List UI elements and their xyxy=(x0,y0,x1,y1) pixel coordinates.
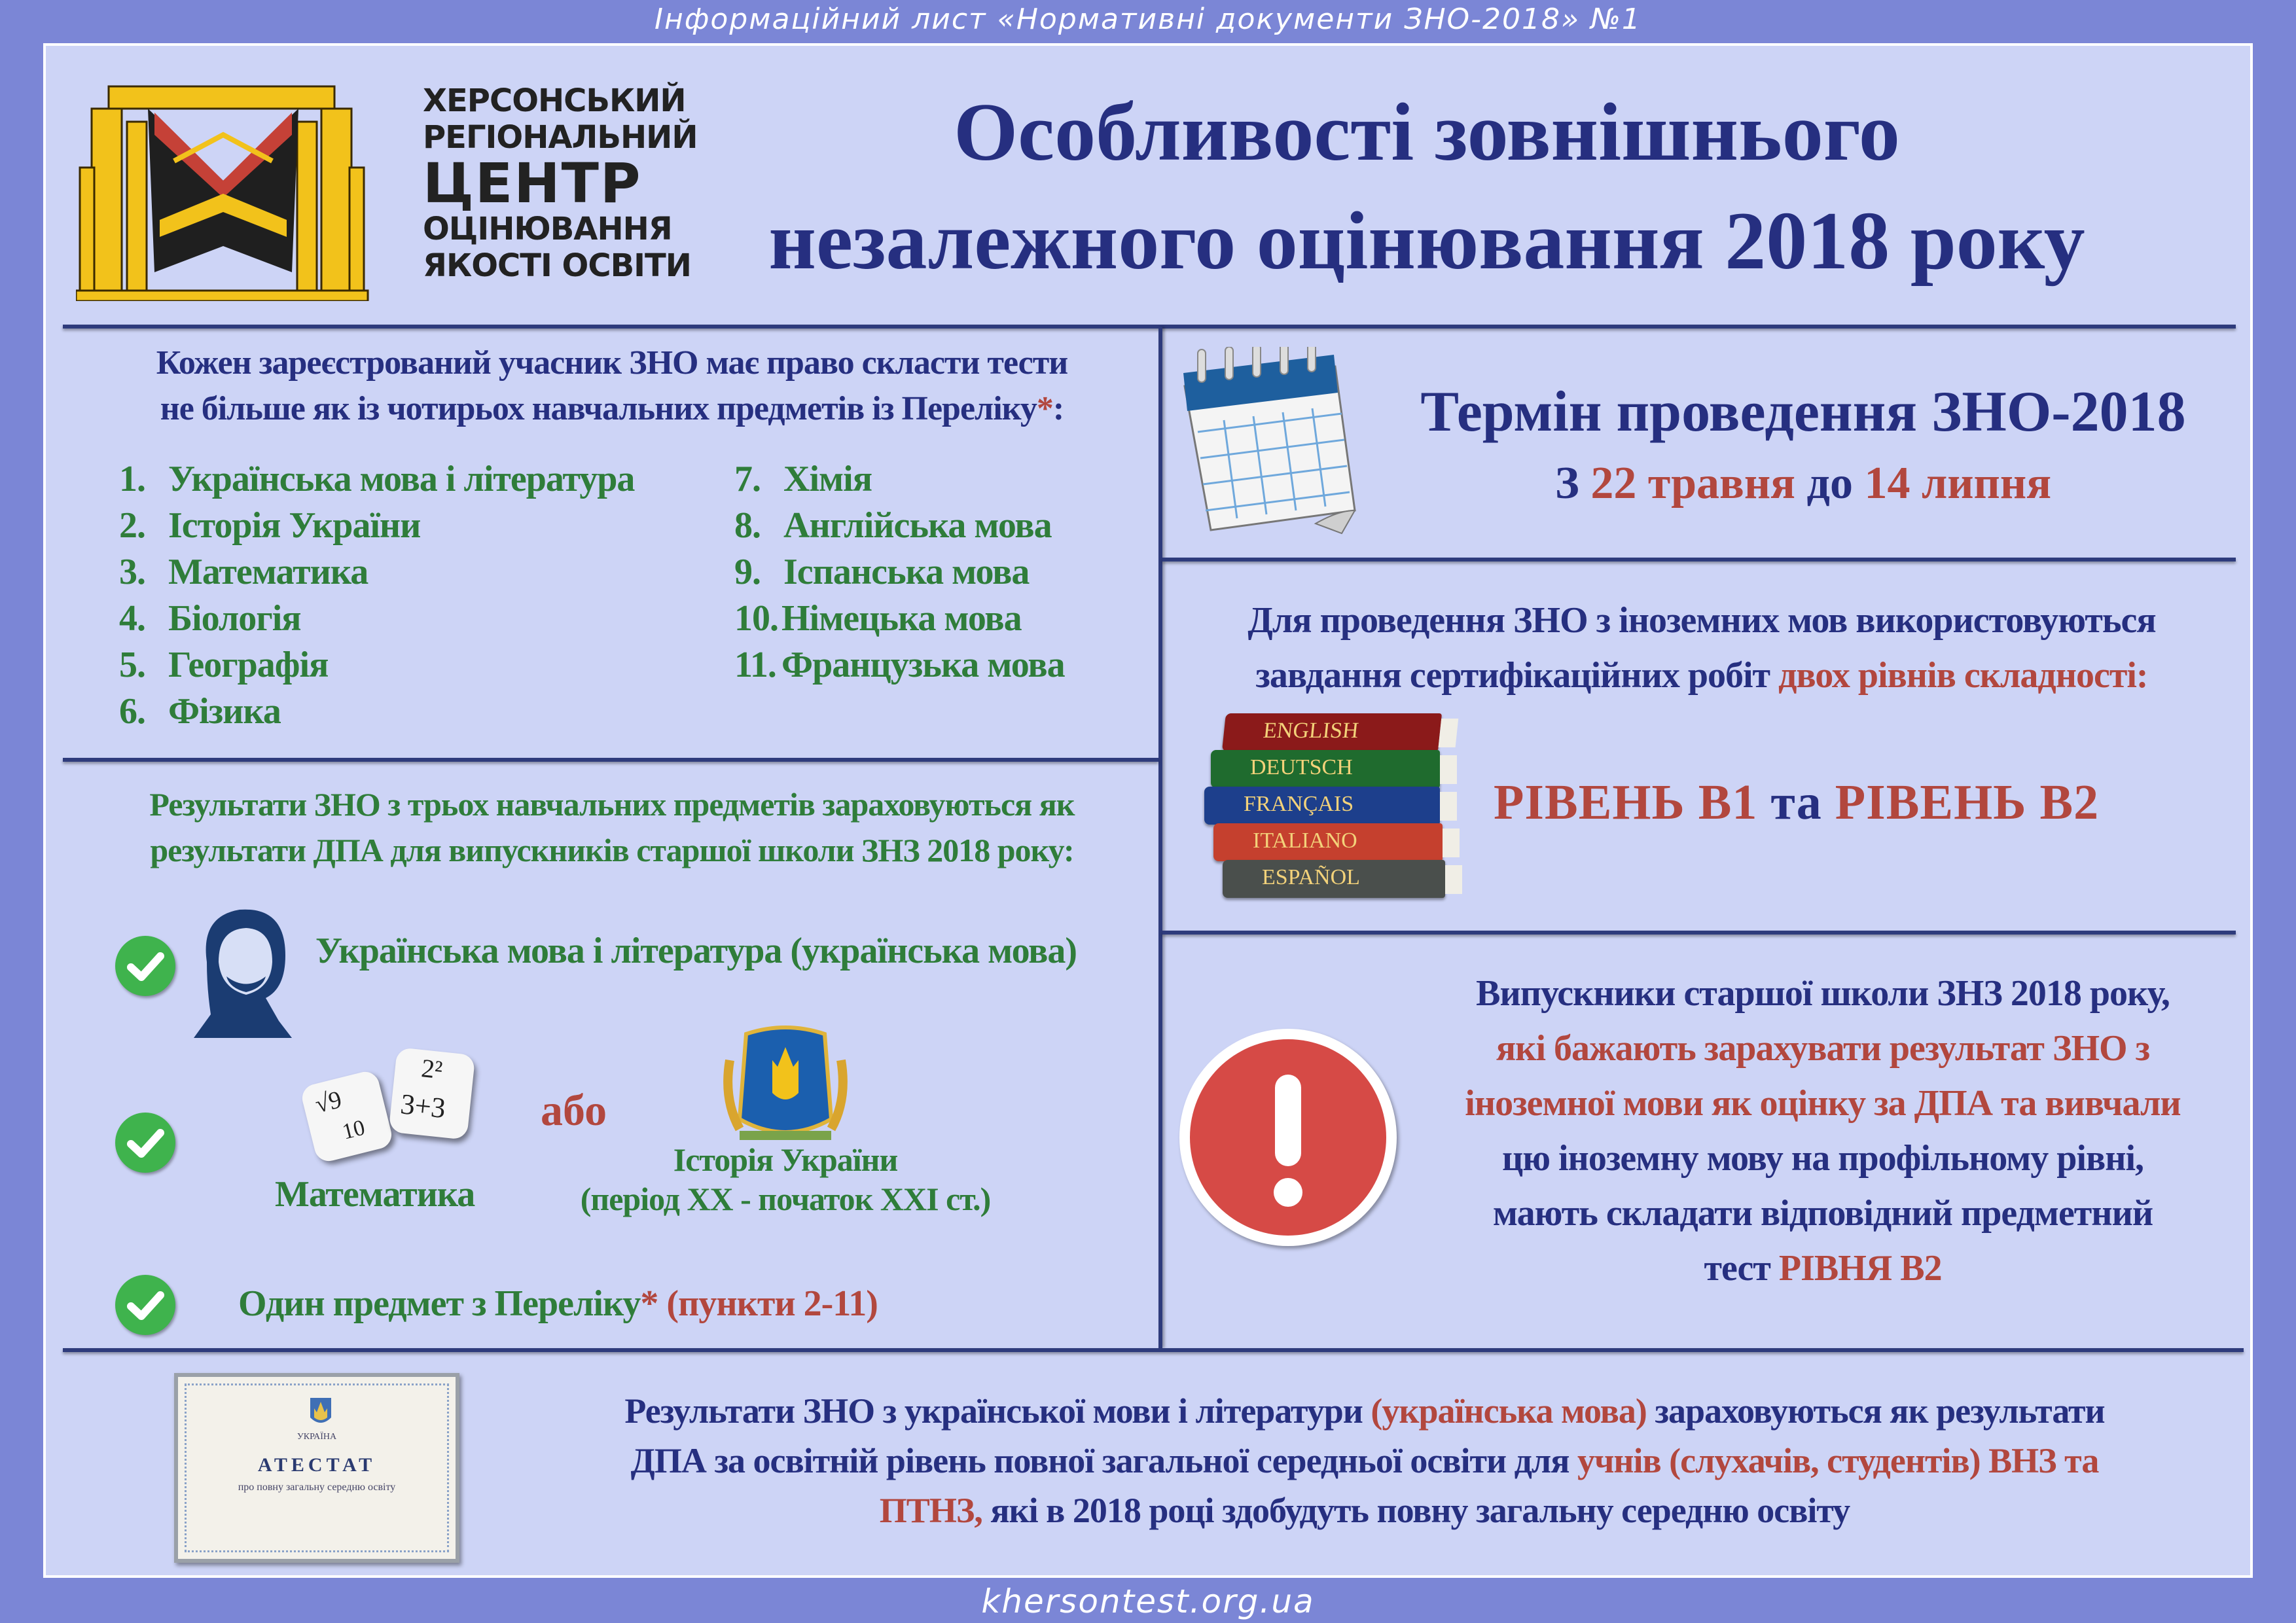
page-title xyxy=(655,79,2199,296)
book-label: ENGLISH xyxy=(1262,719,1360,743)
term-dates xyxy=(1361,454,2245,513)
certificate-country: УКРАЇНА xyxy=(296,1432,337,1442)
subject-name: Фізика xyxy=(168,691,281,732)
book-francais xyxy=(1204,787,1440,825)
bottom-line-1c: зараховуються як результати xyxy=(1655,1391,2105,1431)
subject-number: 6. xyxy=(119,691,145,732)
bottom-text xyxy=(484,1386,2245,1535)
check-icon xyxy=(115,936,175,996)
subject-item xyxy=(734,458,872,500)
dice-image xyxy=(295,1044,478,1162)
divider-title xyxy=(63,325,2236,329)
footer-website-link[interactable]: khersontest.org.ua xyxy=(981,1582,1315,1620)
term-start: 22 травня xyxy=(1590,458,1796,508)
subjects-asterisk: * xyxy=(1036,390,1053,427)
certificate-title: АТЕСТАТ xyxy=(257,1454,376,1476)
subject-name: Французька мова xyxy=(781,645,1065,685)
die-label: √9 xyxy=(312,1085,345,1119)
subject-name: Англійська мова xyxy=(783,505,1052,546)
check-icon xyxy=(115,1113,175,1173)
logo-building-icon xyxy=(76,82,384,301)
book-deutsch xyxy=(1211,750,1440,788)
page-title-line-1: Особливості зовнішнього xyxy=(954,87,1900,178)
graduates-line-5: мають складати відповідний предметний xyxy=(1492,1193,2153,1234)
term-to: до xyxy=(1806,458,1853,508)
graduates-line-4: цю іноземну мову на профільному рівні, xyxy=(1501,1138,2144,1179)
dpa-item-3 xyxy=(238,1277,878,1330)
subject-item xyxy=(119,505,420,546)
dpa-intro-line-2: результати ДПА для випускників старшої школи ЗНЗ 2018 року: xyxy=(150,832,1074,868)
subjects-intro-line-2: не більше як із чотирьох навчальних предметів із Переліку xyxy=(160,390,1037,427)
logo-line-4: ОЦІНЮВАННЯ xyxy=(423,211,672,247)
dpa-item-3-asterisk: * xyxy=(640,1283,658,1324)
warning-icon xyxy=(1179,1029,1397,1246)
subject-name: Хімія xyxy=(783,459,872,499)
subject-name: Математика xyxy=(168,552,368,592)
subject-number: 5. xyxy=(119,645,145,685)
graduates-line-6b: РІВНЯ В2 xyxy=(1778,1248,1942,1289)
graduates-line-3: іноземної мови як оцінку за ДПА та вивчали xyxy=(1465,1083,2181,1124)
levels-and: та xyxy=(1770,775,1822,830)
book-label: FRANÇAIS xyxy=(1244,792,1354,816)
header-title: Інформаційний лист «Нормативні документи ЗНО-2018» №1 xyxy=(655,3,1641,36)
subject-number: 1. xyxy=(119,459,145,499)
dpa-item-3-points: (пункти 2-11) xyxy=(666,1283,878,1324)
subject-name: Іспанська мова xyxy=(783,552,1030,592)
die xyxy=(389,1047,476,1140)
subject-number: 8. xyxy=(734,505,761,546)
term-from: З xyxy=(1554,458,1579,508)
subject-number: 10. xyxy=(734,598,778,639)
divider-right-1 xyxy=(1162,558,2236,562)
graduates-line-6a: тест xyxy=(1704,1248,1770,1289)
shevchenko-portrait-icon xyxy=(181,890,305,1041)
subject-name: Німецька мова xyxy=(781,598,1022,639)
languages-line-1: Для проведення ЗНО з іноземних мов використовуються xyxy=(1247,600,2156,641)
logo-line-1: ХЕРСОНСЬКИЙ xyxy=(423,82,686,119)
logo-line-3: ЦЕНТР xyxy=(423,151,642,215)
dpa-intro xyxy=(72,781,1152,873)
bottom-line-2a: ДПА за освітній рівень повної загальної середньої освіти для xyxy=(630,1441,1570,1480)
subject-item xyxy=(119,644,328,686)
subject-number: 4. xyxy=(119,598,145,639)
subjects-colon: : xyxy=(1052,390,1064,427)
levels xyxy=(1494,770,2214,835)
languages-line-2a: завдання сертифікаційних робіт xyxy=(1255,655,1770,696)
dpa-item-1: Українська мова і література (українська мова) xyxy=(315,931,1077,971)
divider-left-middle xyxy=(63,758,1158,762)
book-espanol xyxy=(1223,860,1445,898)
subject-number: 9. xyxy=(734,552,761,592)
subject-number: 3. xyxy=(119,552,145,592)
die xyxy=(299,1069,394,1164)
dpa-item-3-text: Один предмет з Переліку xyxy=(238,1283,641,1324)
book-italiano xyxy=(1213,823,1443,861)
bottom-line-3b: які в 2018 році здобудуть повну загальну середню освіту xyxy=(990,1491,1850,1530)
check-icon xyxy=(115,1275,175,1335)
languages-text xyxy=(1172,593,2232,703)
graduates-text xyxy=(1401,966,2245,1296)
divider-right-2 xyxy=(1162,931,2236,935)
level-b2: РІВЕНЬ В2 xyxy=(1835,775,2100,830)
bottom-line-1b: (українська мова) xyxy=(1371,1391,1647,1431)
subject-item xyxy=(734,644,1065,686)
logo xyxy=(76,82,698,301)
subject-item xyxy=(734,505,1052,546)
subject-item xyxy=(119,458,634,500)
subject-item xyxy=(119,551,368,593)
book-label: DEUTSCH xyxy=(1250,755,1353,779)
page-title-line-2: незалежного оцінювання 2018 року xyxy=(768,196,2085,287)
subject-item xyxy=(734,597,1022,639)
dpa-history-line-2: (період ХХ - початок ХХІ ст.) xyxy=(580,1181,991,1217)
certificate-image xyxy=(174,1373,459,1563)
subject-item xyxy=(119,690,281,732)
dpa-history xyxy=(576,1140,995,1219)
subject-item xyxy=(119,597,301,639)
book-english xyxy=(1222,713,1442,751)
book-label: ITALIANO xyxy=(1253,829,1357,853)
bottom-line-1a: Результати ЗНО з української мови і літератури xyxy=(624,1391,1363,1431)
die-label: 3+3 xyxy=(399,1088,448,1125)
subject-item xyxy=(734,551,1029,593)
term-title: Термін проведення ЗНО-2018 xyxy=(1420,380,2186,444)
subject-number: 2. xyxy=(119,505,145,546)
language-books-image xyxy=(1204,713,1479,903)
graduates-line-1: Випускники старшої школи ЗНЗ 2018 року, xyxy=(1476,973,2170,1014)
subject-number: 7. xyxy=(734,459,761,499)
graduates-line-2: які бажають зарахувати результат ЗНО з xyxy=(1496,1028,2150,1069)
die-label: 2² xyxy=(420,1053,444,1085)
divider-vertical xyxy=(1158,327,1162,1348)
coat-of-arms-icon xyxy=(720,1021,851,1145)
divider-bottom xyxy=(63,1348,2244,1352)
subject-name: Історія України xyxy=(168,505,421,546)
trident-icon xyxy=(308,1395,334,1428)
term-end: 14 липня xyxy=(1864,458,2052,508)
subject-name: Географія xyxy=(168,645,329,685)
subjects-intro xyxy=(72,340,1152,432)
calendar-icon xyxy=(1172,347,1368,537)
dpa-or: або xyxy=(541,1085,607,1135)
subject-name: Біологія xyxy=(168,598,301,639)
dpa-intro-line-1: Результати ЗНО з трьох навчальних предметів зараховуються як xyxy=(149,786,1075,823)
book-label: ESPAÑOL xyxy=(1262,865,1360,889)
bottom-line-3a: ПТНЗ, xyxy=(879,1491,982,1530)
languages-line-2b: двох рівнів складності: xyxy=(1778,655,2148,696)
logo-line-5: ЯКОСТІ ОСВІТИ xyxy=(423,247,691,284)
bottom-line-2b: учнів (слухачів, студентів) ВНЗ та xyxy=(1577,1441,2099,1480)
subject-number: 11. xyxy=(734,645,776,685)
logo-line-2: РЕГІОНАЛЬНИЙ xyxy=(423,119,698,156)
dpa-math: Математика xyxy=(275,1174,475,1215)
subjects-intro-line-1: Кожен зареєстрований учасник ЗНО має право скласти тести xyxy=(156,344,1068,382)
die-label: 10 xyxy=(340,1115,368,1145)
dpa-history-line-1: Історія України xyxy=(673,1141,898,1178)
certificate-subtitle: про повну загальну середню освіту xyxy=(238,1482,396,1493)
subject-name: Українська мова і література xyxy=(168,459,635,499)
level-b1: РІВЕНЬ В1 xyxy=(1494,775,1758,830)
